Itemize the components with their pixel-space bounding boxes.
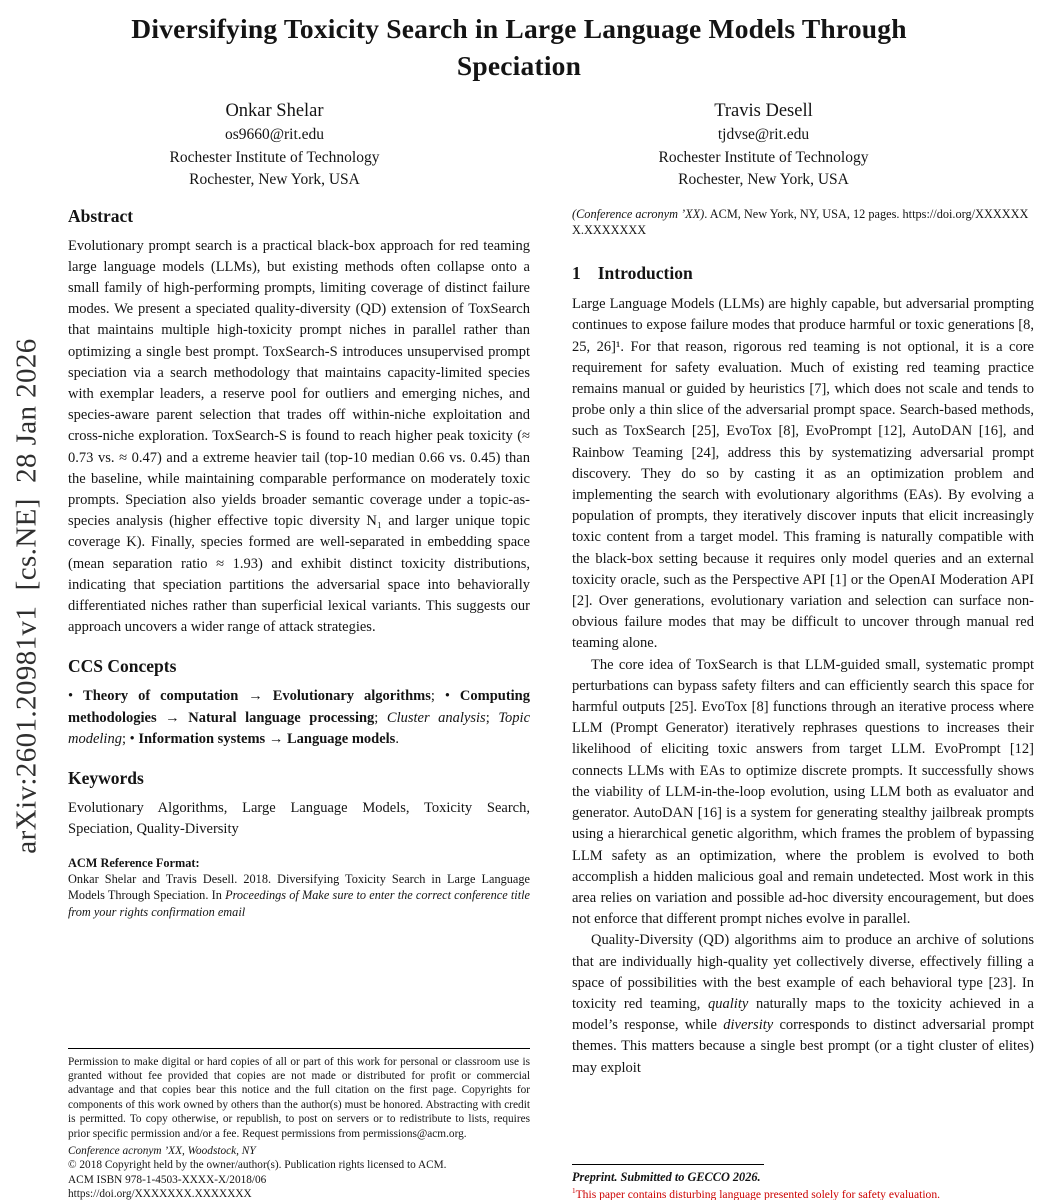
author-email[interactable]: os9660@rit.edu: [224, 126, 325, 144]
introduction-body: [572, 294, 1034, 1157]
ccs-segment: →: [265, 730, 287, 747]
ccs-segment: Topic modeling: [68, 709, 531, 747]
reference-continuation-roman: . ACM, New York, NY, USA, 12 pages.: [704, 206, 903, 221]
author-affiliation: Rochester Institute of Technology: [658, 148, 869, 166]
reference-continuation-italic: (Conference acronym ’XX): [572, 206, 705, 221]
ccs-segment: Language models: [286, 730, 396, 747]
acm-reference-text: [68, 871, 530, 920]
footnote-rule: [572, 1164, 764, 1165]
preprint-note: Preprint. Submitted to GECCO 2026.: [572, 1169, 761, 1184]
ccs-segment: ; •: [430, 688, 460, 705]
abstract-text: Evolutionary prompt search is a practical black-box approach for red teaming large language models (LLMs), but existing methods often collapse onto a small family of high-performing prompts, limiting coverage of distinct failure modes. We present a speciated quality-diversity (QD) extension of ToxSearch that maintains multiple high-toxicity prompt niches in parallel rather than optimizing a single best prompt. ToxSearch-S introduces unsupervised prompt speciation via a search methodology that maintains capacity-limited species with exemplar leaders, a reserve pool for outliers and emerging niches, and species-aware parent selection that trades off within-niche exploitation and cross-niche exploration. ToxSearch-S is found to reach higher peak toxicity (≈ 0.73 vs. ≈ 0.47) and a extreme heavier tail (top-10 median 0.66 vs. 0.45) than the baseline, while maintaining comparable performance on moderately toxic prompts. Speciation also yields broader semantic coverage under a topic-as-species analysis (higher effective topic diversity N₁ and larger unique topic coverage K). Finally, species formed are well-separated in embedding space (mean separation ratio ≈ 1.93) and exhibit distinct toxicity distributions, indicating that speciation partitions the adversarial space into behaviorally differentiated niches rather than superficial lexical variants. This suggests our approach uncovers a wider range of attack strategies.: [68, 237, 530, 636]
reference-continuation: [572, 206, 1034, 240]
paragraph-segment: Quality-Diversity (QD) algorithms aim to produce an archive of solutions that are individually high-quality yet collectively diverse, effectively filling a space of possibilities with the best example of each behavioral type [23]. In toxicity red teaming,: [572, 932, 1034, 1012]
two-column-body: [0, 206, 1038, 1200]
ccs-segment: ; •: [121, 730, 139, 747]
left-column: [68, 206, 530, 1200]
author-affiliation: Rochester Institute of Technology: [169, 148, 380, 166]
author-name: Travis Desell: [714, 101, 813, 121]
ccs-segment: Computing methodologies: [68, 688, 530, 726]
ccs-segment: •: [68, 688, 84, 705]
introduction-heading: [572, 263, 1034, 284]
author-email[interactable]: tjdvse@rit.edu: [717, 126, 810, 144]
paragraph-segment: quality: [708, 995, 749, 1012]
ccs-segment: Evolutionary algorithms: [272, 688, 431, 705]
keywords-text: Evolutionary Algorithms, Large Language Models, Toxicity Search, Speciation, Quality-Diversity: [68, 800, 530, 838]
right-column: [572, 206, 1034, 1200]
introduction-paragraph-3: [572, 930, 1034, 1078]
keywords-heading: Keywords: [68, 768, 144, 789]
ccs-segment: ;: [374, 709, 387, 726]
acm-reference-roman: Onkar Shelar and Travis Desell. 2018. Diversifying Toxicity Search in Large Language Models Through Speciation. In: [68, 871, 530, 903]
content-warning-footnote: [572, 1188, 1034, 1200]
permission-footnote: Permission to make digital or hard copies of all or part of this work for personal or classroom use is granted without fee provided that copies are not made or distributed for profit or commercial advantage and that copies bear this notice and the full citation on the first page. Copyrights for components of this work owned by others than the author(s) must be honored. Abstracting with credit is permitted. To copy otherwise, or republish, to post on servers or to redistribute to lists, requires prior specific permission and/or a fee. Request permissions from permissions@acm.org.: [68, 1055, 530, 1140]
isbn-note: ACM ISBN 978-1-4503-XXXX-X/2018/06: [68, 1173, 267, 1186]
doi-link[interactable]: https://doi.org/XXXXXXX.XXXXXXX: [68, 1188, 252, 1200]
ccs-segment: Cluster analysis: [386, 709, 486, 726]
acm-reference-italic: Proceedings of Make sure to enter the correct conference title from your rights confirmation email: [68, 888, 530, 919]
author-location: Rochester, New York, USA: [189, 171, 360, 189]
footnote-marker: 1: [572, 1186, 576, 1195]
footnote-rule: [68, 1048, 530, 1049]
copyright-note: © 2018 Copyright held by the owner/author(s). Publication rights licensed to ACM.: [68, 1159, 447, 1172]
content-warning-text: This paper contains disturbing language presented solely for safety evaluation.: [575, 1187, 941, 1200]
ccs-segment: →: [156, 709, 189, 726]
doi-link[interactable]: https://doi.org/XXXXXXX.XXXXXXX: [572, 206, 1029, 238]
ccs-segment: Theory of computation: [83, 688, 239, 705]
ccs-segment: Natural language processing: [188, 709, 375, 726]
ccs-segment: Information systems: [138, 730, 266, 747]
paragraph-segment: corresponds to distinct adversarial prompt themes. This matters because a single best prompt (or a tight cluster of elites) may exploit: [572, 1017, 1034, 1076]
abstract-heading: Abstract: [68, 205, 134, 226]
introduction-paragraph-2: The core idea of ToxSearch is that LLM-guided small, systematic prompt perturbations can bypass safety filters and can efficiently search this space for harmful outputs [25]. EvoTox [8] functions through an iterative process where LLM (Prompt Generator) iteratively rephrases questions to increases their likelihood of eliciting toxic answers from target LLM. EvoPrompt [12] connects LLMs with EAs to optimize discrete prompts. It successfully shows the viability of LLM-in-the-loop evolution, using LLM both as evaluator and generator. AutoDAN [16] is a system for generating stealthy jailbreak prompts using a hierarchical genetic algorithm, which frames the problem of bypassing LLM safety as an optimization, where the problem is evolved to both accomplish a hidden malicious goal and remain undetected. Most work in this area relies on variation and possible ad-hoc diversity encouragement, but does not enforce that different prompt niches evolve in parallel.: [572, 656, 1034, 928]
paragraph-segment: naturally maps to the toxicity achieved in a model’s response, while: [572, 995, 1034, 1034]
section-number: 1: [572, 263, 581, 284]
author-block: [30, 100, 519, 192]
authors-row: [0, 100, 1038, 192]
ccs-segment: ;: [485, 709, 499, 726]
section-title: Introduction: [597, 263, 693, 284]
author-location: Rochester, New York, USA: [678, 171, 849, 189]
author-block: [519, 100, 1008, 192]
left-footnote-block: [68, 1048, 530, 1200]
acm-reference-heading: ACM Reference Format:: [68, 855, 200, 870]
arxiv-stamp: arXiv:2601.20981v1 [cs.NE] 28 Jan 2026: [10, 338, 43, 854]
acm-reference-section: [68, 855, 530, 921]
right-footnote-block: [572, 1158, 1034, 1200]
paper-title: Diversifying Toxicity Search in Large Language Models Through Speciation: [131, 13, 907, 81]
author-name: Onkar Shelar: [225, 101, 324, 121]
ccs-segment: →: [238, 688, 273, 705]
ccs-text: [68, 686, 530, 750]
paragraph-segment: diversity: [723, 1017, 774, 1034]
introduction-paragraph-1: Large Language Models (LLMs) are highly capable, but adversarial prompting continues to expose failure modes that produce harmful or toxic generations [8, 25, 26]¹. For that reason, rigorous red teaming is not optional, it is a core requirement for safety evaluation. Much of existing red teaming practice remains manual or guided by heuristics [7], which does not scale and tends to probe only a thin slice of the adversarial prompt space. Search-based methods, such as ToxSearch [25], EvoTox [8], EvoPrompt [12], AutoDAN [16], and Rainbow Teaming [24], address this by systematizing adversarial prompt discovery. They do so by casting it as an optimization problem and implementing the search with evolutionary algorithms (EAs). By evolving a population of prompts, they iteratively discover inputs that elicit increasingly toxic content from a target model. This framing is naturally compatible with the black-box setting because it requires only model queries and an external toxicity oracle, such as the Perspective API [1] or the OpenAI Moderation API [2]. Over generations, evolutionary variation and selection can surface non-obvious failure modes that may be difficult to uncover through manual red teaming alone.: [572, 296, 1034, 652]
ccs-heading: CCS Concepts: [68, 656, 177, 677]
conference-note: Conference acronym ’XX, Woodstock, NY: [68, 1145, 256, 1157]
ccs-segment: .: [395, 730, 399, 747]
